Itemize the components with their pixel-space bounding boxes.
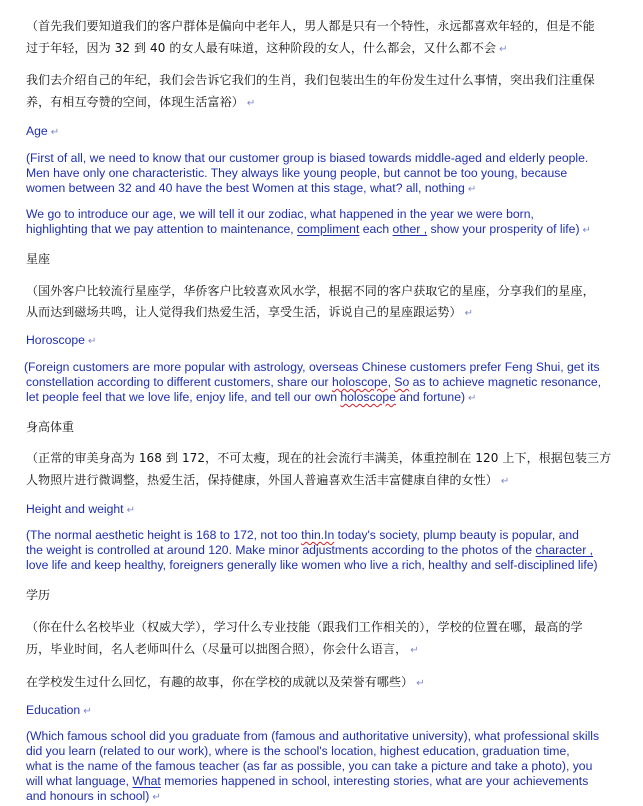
text-span: constellation according to different customers, share our	[26, 375, 332, 389]
text-span: as to achieve magnetic resonance,	[409, 375, 601, 389]
heading-text: Education	[26, 703, 81, 717]
text-line	[26, 181, 476, 197]
section-heading-education-zh: 学历	[26, 588, 51, 602]
heading-text: Age	[26, 124, 48, 138]
text-line	[26, 375, 601, 389]
text-line	[26, 642, 419, 658]
text-span: memories happened in school, interesting stories, what are your achievements	[160, 774, 589, 788]
text-span: will what language,	[26, 774, 133, 788]
text-line	[26, 222, 591, 238]
text-line: （正常的审美身高为 168 到 172，不可太瘦，现在的社会流行丰满美，体重控制在 120 上下，根据包装三方	[26, 451, 612, 465]
section-heading-height-and-weight	[26, 502, 135, 518]
text-line: 我们去介绍自己的年纪，我们会告诉它我们的生肖，我们包装出生的年份发生过什么事情，突出我们注重保	[26, 73, 595, 87]
text-line: （国外客户比较流行星座学，华侨客户比较喜欢风水学，根据不同的客户获取它的星座，分享我们的星座，	[26, 284, 595, 298]
grammar-flagged-word: What	[132, 774, 161, 788]
grammar-flagged-word: other ,	[392, 222, 428, 236]
text-span: the weight is controlled at around 120. Make minor adjustments according to the photos of the	[26, 543, 536, 557]
spellcheck-flagged-word: thin.In	[301, 528, 335, 542]
return-arrow-icon: ↵	[50, 127, 60, 138]
text-line	[26, 473, 509, 489]
text-line: （你在什么名校毕业（权威大学），学习什么专业技能（跟我们工作相关的），学校的位置在哪，最高的学	[26, 620, 583, 634]
spellcheck-flagged-word: So	[394, 375, 410, 389]
heading-text: Height and weight	[26, 502, 124, 516]
text-span: highlighting that we pay attention to maintenance,	[26, 222, 298, 236]
spellcheck-flagged-word: holoscope	[340, 390, 396, 404]
text-line: (First of all, we need to know that our customer group is biased towards middle-aged and elderly people.	[26, 151, 589, 165]
text-span: 在学校发生过什么回忆，有趣的故事，你在学校的成就以及荣誉有哪些）	[26, 675, 414, 689]
text-line	[26, 390, 476, 406]
return-arrow-icon: ↵	[83, 706, 92, 717]
return-arrow-icon: ↵	[246, 98, 256, 109]
grammar-flagged-word: compliment	[297, 222, 360, 236]
text-line	[26, 543, 593, 557]
return-arrow-icon: ↵	[464, 308, 474, 319]
text-span: show your prosperity of life)	[427, 222, 580, 236]
text-line	[26, 305, 473, 321]
text-line	[26, 774, 588, 788]
section-heading-education	[26, 703, 92, 719]
return-arrow-icon: ↵	[126, 505, 135, 516]
text-span: 过于年轻，因为 32 到 40 的女人最有味道，这种阶段的女人，什么都会，又什么都不会	[26, 41, 497, 55]
text-line: what is the name of the famous teacher (as far as possible, you can take a picture and take a photo), you	[26, 759, 593, 773]
text-span: (The normal aesthetic height is 168 to 172, not too	[26, 528, 302, 542]
text-span: 养，有相互夸赞的空间，体现生活富裕）	[26, 95, 244, 109]
text-span: and fortune)	[395, 390, 466, 404]
text-line: did you learn (related to our work), where is the school's location, highest education, graduation time,	[26, 744, 570, 758]
education-chinese-paragraph-2	[26, 675, 425, 691]
return-arrow-icon: ↵	[468, 393, 477, 404]
text-line	[26, 41, 508, 57]
text-span: 人物照片进行微调整，热爱生活，保持健康，外国人普遍喜欢生活丰富健康自律的女性）	[26, 473, 498, 487]
text-line	[26, 528, 579, 542]
text-line	[26, 789, 161, 805]
text-line: We go to introduce our age, we will tell it our zodiac, what happened in the year we were born,	[26, 207, 534, 221]
text-span: women between 32 and 40 have the best Women at this stage, what? all, nothing	[26, 181, 465, 195]
text-line: (Foreign customers are more popular with astrology, overseas Chinese customers prefer Feng Shui, get its	[24, 360, 600, 374]
text-line: love life and keep healthy, foreigners generally like women who live a rich, healthy and self-disciplined life)	[26, 558, 598, 572]
text-line: (Which famous school did you graduate from (famous and authoritative university), what professional skills	[26, 729, 600, 743]
return-arrow-icon: ↵	[500, 476, 510, 487]
text-span: and honours in school)	[26, 789, 150, 803]
text-span: let people feel that we love life, enjoy life, and tell our own	[26, 390, 341, 404]
return-arrow-icon: ↵	[582, 225, 591, 236]
return-arrow-icon: ↵	[152, 792, 161, 803]
return-arrow-icon: ↵	[87, 336, 97, 347]
spellcheck-flagged-word: holoscope	[331, 375, 388, 389]
text-line: （首先我们要知道我们的客户群体是偏向中老年人，男人都是只有一个特性，永远都喜欢年轻的，但是不能	[26, 19, 595, 33]
return-arrow-icon: ↵	[467, 184, 477, 195]
heading-text: Horoscope	[26, 333, 85, 347]
section-heading-horoscope-zh: 星座	[26, 252, 51, 266]
text-span: each	[359, 222, 393, 236]
text-span: 从而达到磁场共鸣，让人觉得我们热爱生活，享受生活，诉说自己的星座跟运势）	[26, 305, 462, 319]
return-arrow-icon: ↵	[410, 645, 419, 656]
return-arrow-icon: ↵	[416, 678, 425, 689]
text-span: today's society, plump beauty is popular, and	[334, 528, 579, 542]
text-line	[26, 95, 255, 111]
section-heading-horoscope	[26, 333, 96, 349]
grammar-flagged-word: character ,	[535, 543, 594, 557]
return-arrow-icon: ↵	[499, 44, 508, 55]
section-heading-age	[26, 124, 59, 140]
text-span: 历，毕业时间，名人老师叫什么（尽量可以拙图合照），你会什么语言，	[26, 642, 408, 656]
text-span: ,	[387, 375, 395, 389]
text-line: Men have only one characteristic. They always like young people, but cannot be too young, because	[26, 166, 568, 180]
section-heading-height-zh: 身高体重	[26, 420, 75, 434]
